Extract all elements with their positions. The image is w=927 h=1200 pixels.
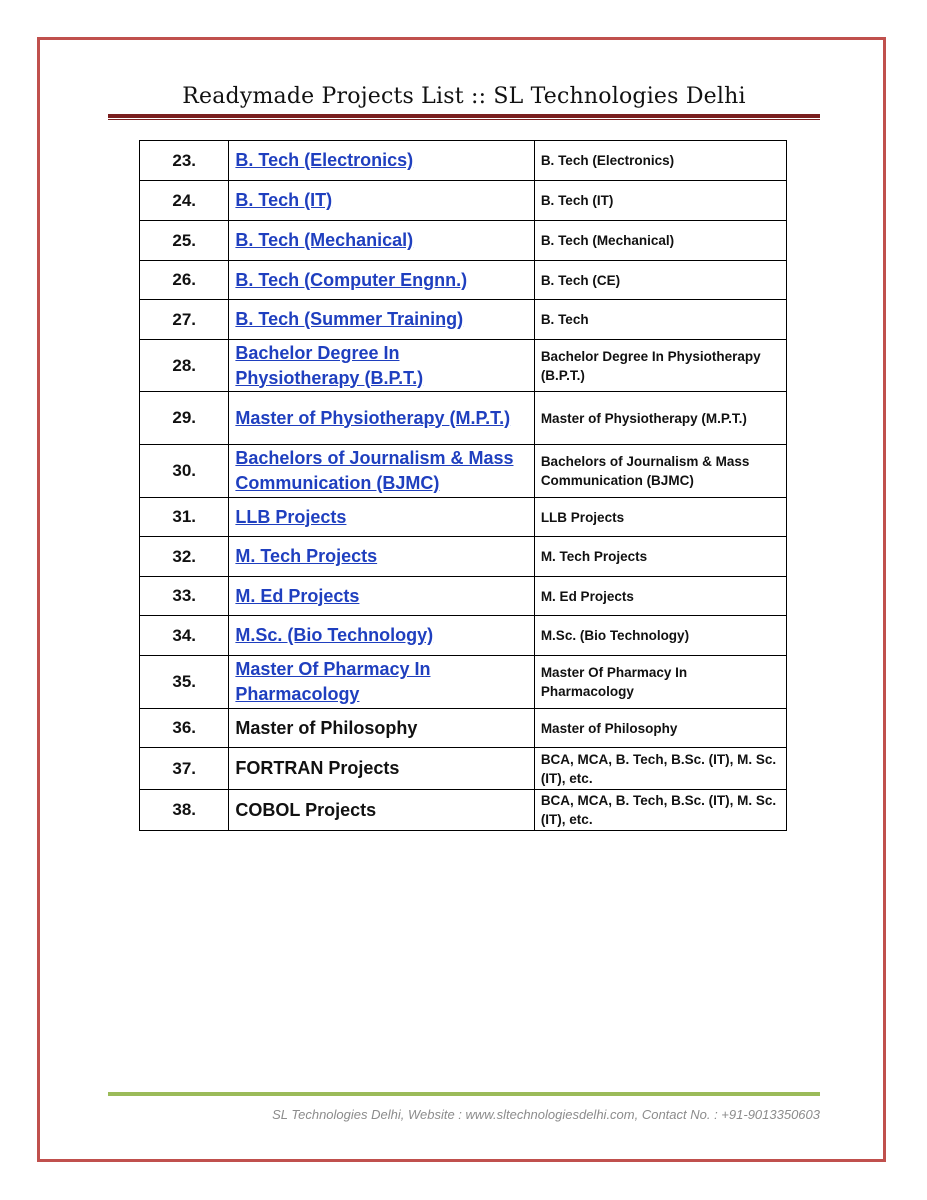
footer-contact: SL Technologies Delhi, Website : www.sltechnologiesdelhi.com, Contact No. : +91-9013350603 <box>272 1107 820 1122</box>
project-name: COBOL Projects <box>235 799 377 820</box>
table-row <box>140 656 787 709</box>
project-name: Master of Philosophy <box>235 717 418 738</box>
project-name-cell <box>229 748 534 790</box>
table-row <box>140 261 787 300</box>
project-link[interactable]: Master of Physiotherapy (M.P.T.) <box>235 407 511 428</box>
project-link[interactable]: M. Ed Projects <box>235 585 360 606</box>
project-description: Bachelor Degree In Physiotherapy (B.P.T.) <box>534 340 786 392</box>
table-row <box>140 300 787 340</box>
row-number: 31. <box>140 498 229 537</box>
project-link[interactable]: B. Tech (Mechanical) <box>235 230 414 250</box>
row-number: 28. <box>140 340 229 392</box>
row-number: 25. <box>140 221 229 261</box>
row-number: 29. <box>140 392 229 445</box>
project-link[interactable]: Master Of Pharmacy In Pharmacology <box>235 659 431 704</box>
project-description: BCA, MCA, B. Tech, B.Sc. (IT), M. Sc. (IT), etc. <box>534 790 786 831</box>
project-description: Master of Physiotherapy (M.P.T.) <box>534 392 786 445</box>
project-description: B. Tech (Electronics) <box>534 141 786 181</box>
project-name-cell <box>229 656 534 709</box>
row-number: 34. <box>140 616 229 656</box>
project-description: B. Tech (IT) <box>534 181 786 221</box>
project-name-cell <box>229 616 534 656</box>
project-name-cell <box>229 709 534 748</box>
project-description: Master Of Pharmacy In Pharmacology <box>534 656 786 709</box>
table-row <box>140 181 787 221</box>
table-row <box>140 709 787 748</box>
project-link[interactable]: B. Tech (Electronics) <box>235 150 414 170</box>
project-description: LLB Projects <box>534 498 786 537</box>
project-name-cell <box>229 221 534 261</box>
project-link[interactable]: M.Sc. (Bio Technology) <box>235 625 434 645</box>
footer-rule <box>108 1092 820 1096</box>
table-row <box>140 790 787 831</box>
project-link[interactable]: Bachelors of Journalism & Mass Communication (BJMC) <box>235 448 514 493</box>
project-name-cell <box>229 181 534 221</box>
project-description: BCA, MCA, B. Tech, B.Sc. (IT), M. Sc. (IT), etc. <box>534 748 786 790</box>
project-description: M. Ed Projects <box>534 577 786 616</box>
project-link[interactable]: M. Tech Projects <box>235 546 378 566</box>
table-row <box>140 577 787 616</box>
project-name-cell <box>229 141 534 181</box>
row-number: 37. <box>140 748 229 790</box>
project-name-cell <box>229 340 534 392</box>
table-row <box>140 537 787 577</box>
row-number: 35. <box>140 656 229 709</box>
table-row <box>140 748 787 790</box>
row-number: 36. <box>140 709 229 748</box>
project-link[interactable]: B. Tech (IT) <box>235 190 333 210</box>
page-title: Readymade Projects List :: SL Technologies Delhi <box>182 84 746 109</box>
project-description: B. Tech (CE) <box>534 261 786 300</box>
table-row <box>140 340 787 392</box>
project-name-cell <box>229 498 534 537</box>
header-rule-thin <box>108 119 820 120</box>
table-row <box>140 221 787 261</box>
project-link[interactable]: B. Tech (Computer Engnn.) <box>235 269 468 290</box>
project-description: Master of Philosophy <box>534 709 786 748</box>
project-description: M.Sc. (Bio Technology) <box>534 616 786 656</box>
row-number: 24. <box>140 181 229 221</box>
project-description: M. Tech Projects <box>534 537 786 577</box>
table-row <box>140 392 787 445</box>
row-number: 26. <box>140 261 229 300</box>
table-row <box>140 616 787 656</box>
table-row <box>140 498 787 537</box>
project-link[interactable]: Bachelor Degree In Physiotherapy (B.P.T.) <box>235 342 424 388</box>
project-link[interactable]: LLB Projects <box>235 506 347 527</box>
project-link[interactable]: B. Tech (Summer Training) <box>235 309 464 329</box>
project-name-cell <box>229 790 534 831</box>
header-rule <box>108 114 820 118</box>
project-description: B. Tech (Mechanical) <box>534 221 786 261</box>
row-number: 38. <box>140 790 229 831</box>
project-name-cell <box>229 261 534 300</box>
project-description: B. Tech <box>534 300 786 340</box>
project-name-cell <box>229 300 534 340</box>
project-name: FORTRAN Projects <box>235 758 400 778</box>
projects-table <box>139 140 787 831</box>
row-number: 30. <box>140 445 229 498</box>
project-name-cell <box>229 392 534 445</box>
table-row <box>140 445 787 498</box>
row-number: 32. <box>140 537 229 577</box>
project-name-cell <box>229 445 534 498</box>
project-name-cell <box>229 537 534 577</box>
row-number: 27. <box>140 300 229 340</box>
row-number: 23. <box>140 141 229 181</box>
project-name-cell <box>229 577 534 616</box>
table-row <box>140 141 787 181</box>
row-number: 33. <box>140 577 229 616</box>
project-description: Bachelors of Journalism & Mass Communication (BJMC) <box>534 445 786 498</box>
